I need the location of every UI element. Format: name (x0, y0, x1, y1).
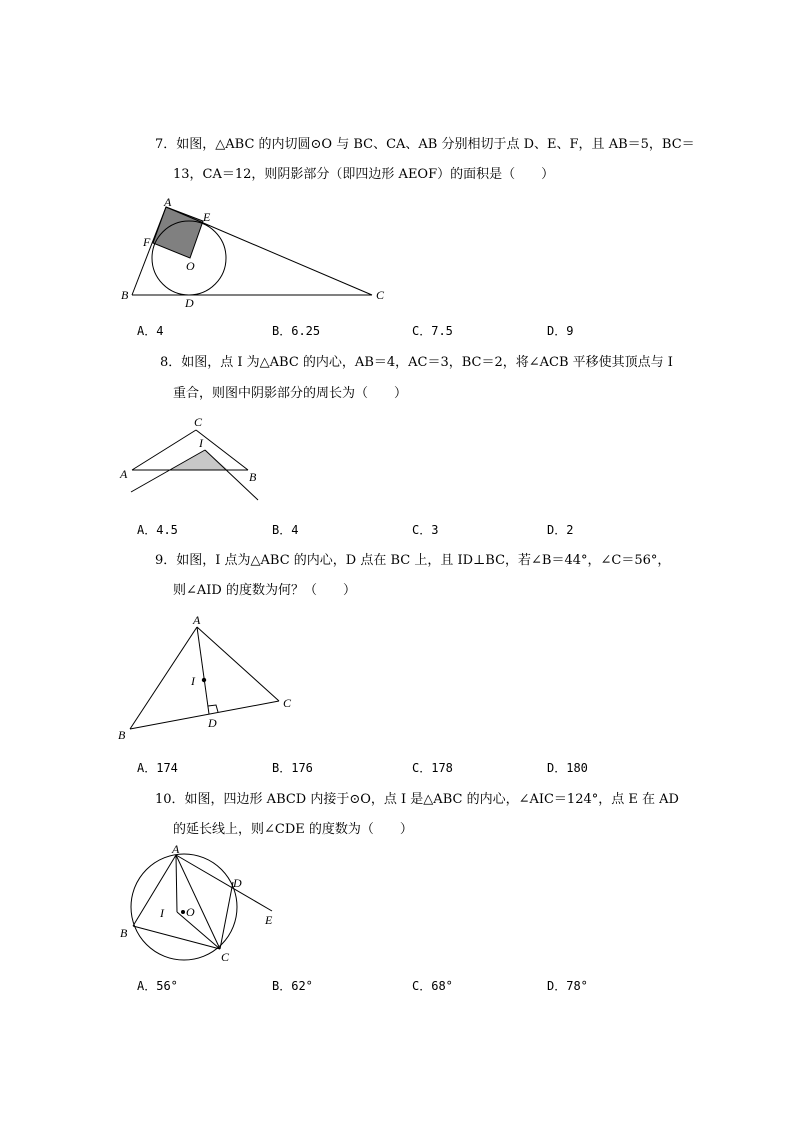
q7-option-c: C．7.5 (412, 324, 453, 338)
q8-stem-line1: 8．如图，点 I 为△ABC 的内心，AB＝4，AC＝3，BC＝2，将∠ACB 平移使其顶点与 I (160, 355, 673, 370)
q10-label-c: C (221, 950, 230, 964)
q10-option-c: C．68° (412, 979, 453, 993)
q10-segment-ai (176, 855, 177, 912)
q10-label-a: A (172, 842, 180, 856)
q7-stem-line2: 13，CA＝12，则阴影部分（即四边形 AEOF）的面积是（ ） (173, 167, 555, 182)
q7-option-d: D．9 (547, 324, 574, 338)
q10-side-ab (133, 855, 176, 926)
q10-diagonal-ac (176, 855, 220, 949)
q8-label-b: B (249, 470, 257, 484)
q10-label-i: I (160, 906, 164, 920)
q9-stem-line2: 则∠AID 的度数为何？（ ） (173, 583, 356, 598)
q8-label-a: A (120, 467, 128, 481)
q9-label-d: D (208, 716, 217, 730)
q10-label-o: O (186, 905, 195, 919)
q10-label-e: E (265, 913, 273, 927)
q9-label-i: I (191, 674, 195, 688)
q10-stem-line1: 10．如图，四边形 ABCD 内接于⊙O，点 I 是△ABC 的内心，∠AIC＝124°，点 E 在 AD (155, 792, 679, 807)
q7-stem-line1: 7．如图，△ABC 的内切圆⊙O 与 BC、CA、AB 分别相切于点 D、E、F，且 AB＝5，BC＝ (155, 137, 695, 152)
q8-option-a: A．4.5 (137, 523, 178, 537)
q9-label-a: A (193, 613, 201, 627)
q8-label-i: I (199, 436, 203, 450)
q7-label-o: O (186, 259, 195, 273)
q7-label-e: E (203, 210, 211, 224)
q7-label-d: D (185, 296, 194, 310)
q10-option-b: B．62° (272, 979, 313, 993)
q9-option-c: C．178 (412, 761, 453, 775)
q7-label-c: C (376, 288, 385, 302)
q9-option-d: D．180 (547, 761, 588, 775)
q9-label-c: C (283, 696, 292, 710)
q10-point-o (181, 910, 185, 914)
q7-label-a: A (164, 195, 172, 209)
q8-stem-line2: 重合，则图中阴影部分的周长为（ ） (173, 386, 408, 401)
q9-label-b: B (118, 728, 126, 742)
q8-option-c: C．3 (412, 523, 439, 537)
q7-label-f: F (143, 235, 151, 249)
q9-stem-line1: 9．如图，I 点为△ABC 的内心，D 点在 BC 上，且 ID⊥BC，若∠B＝44°，∠C＝56°， (155, 553, 671, 568)
q9-option-b: B．176 (272, 761, 313, 775)
q8-label-c: C (194, 415, 203, 429)
q7-option-a: A．4 (137, 324, 164, 338)
q10-ray-ae (176, 855, 272, 911)
q7-label-b: B (121, 288, 129, 302)
q9-option-a: A．174 (137, 761, 178, 775)
q10-label-b: B (120, 926, 128, 940)
q10-stem-line2: 的延长线上，则∠CDE 的度数为（ ） (173, 822, 413, 837)
q8-option-b: B．4 (272, 523, 299, 537)
q10-label-d: D (233, 876, 242, 890)
q8-option-d: D．2 (547, 523, 574, 537)
q10-option-a: A．56° (137, 979, 178, 993)
q10-option-d: D．78° (547, 979, 588, 993)
q7-option-b: B．6.25 (272, 324, 321, 338)
